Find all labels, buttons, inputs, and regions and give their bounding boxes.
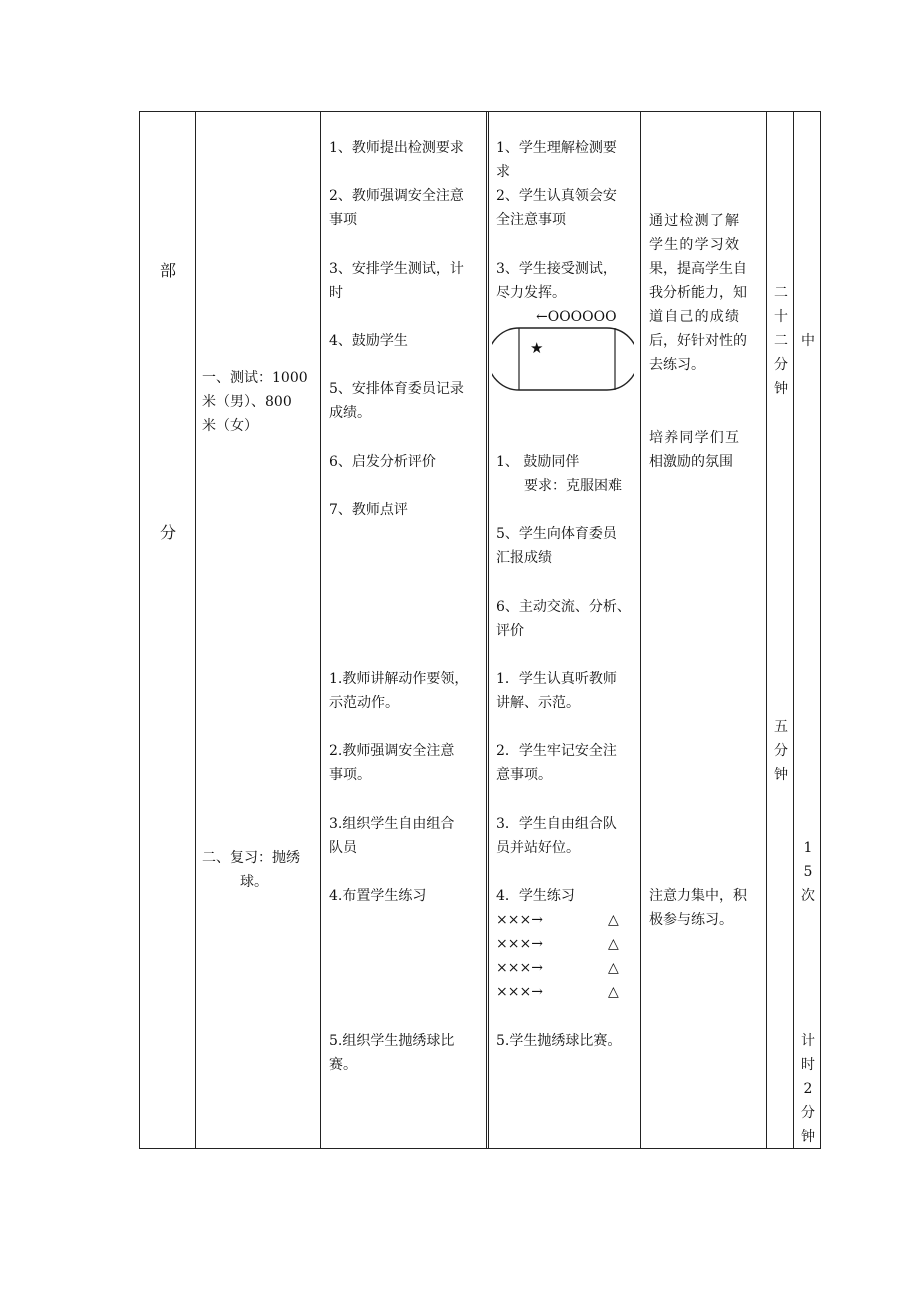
item1-teacher-line: 6、启发分析评价 xyxy=(329,454,436,470)
column-divider xyxy=(793,112,794,1148)
item1-teacher-line: 3、安排学生测试，计 xyxy=(329,261,464,277)
item2-timing-char: 钟 xyxy=(801,1129,815,1145)
item1-student-line: 3、学生接受测试， xyxy=(496,261,617,277)
item2-student-line: 讲解、示范。 xyxy=(496,695,580,711)
item2-student-line: 5.学生抛绣球比赛。 xyxy=(496,1033,622,1049)
item1-purpose-line: 后，好针对性的 xyxy=(649,333,747,349)
item1-student-line: 2、学生认真领会安 xyxy=(496,188,617,204)
item2-timing-char: 时 xyxy=(801,1057,815,1073)
formation-row: ×××→ xyxy=(496,912,543,928)
item2-student-line: 1．学生认真听教师 xyxy=(496,671,617,687)
item1-title-line: 一、测试：1000 xyxy=(202,370,308,386)
item1-purpose-line: 去练习。 xyxy=(649,357,705,373)
item2-student-line: 2．学生牢记安全注 xyxy=(496,743,617,759)
target-marker-icon: △ xyxy=(608,960,619,976)
item1-student-line: 1、 鼓励同伴 xyxy=(496,454,580,470)
item2-reps-char: 次 xyxy=(801,888,815,904)
item2-purpose-line: 注意力集中，积 xyxy=(649,888,747,904)
item1-student-line: 全注意事项 xyxy=(496,212,566,228)
item2-teacher-line: 3.组织学生自由组合 xyxy=(329,816,455,832)
item1-teacher-line: 4、鼓励学生 xyxy=(329,333,408,349)
item2-student-line: 3．学生自由组合队 xyxy=(496,816,617,832)
column-divider xyxy=(486,112,489,1148)
item1-time-char: 十 xyxy=(774,309,788,325)
item2-student-line: 员并站好位。 xyxy=(496,840,580,856)
item1-purpose-line: 培养同学们互 xyxy=(649,430,741,446)
running-track-diagram xyxy=(492,326,634,392)
item2-time-char: 五 xyxy=(774,719,788,735)
item2-teacher-line: 2.教师强调安全注意 xyxy=(329,743,455,759)
item1-teacher-line: 5、安排体育委员记录 xyxy=(329,381,464,397)
item1-student-line: 6、主动交流、分析、 xyxy=(496,599,631,615)
item2-timing-char: 计 xyxy=(801,1033,815,1049)
item2-title-line: 二、复习：抛绣 xyxy=(202,850,300,866)
item1-title-line: 米（男）、800 xyxy=(202,394,292,410)
item1-time-char: 二 xyxy=(774,333,788,349)
target-marker-icon: △ xyxy=(608,912,619,928)
track-oval xyxy=(492,328,634,390)
item2-time-char: 钟 xyxy=(774,767,788,783)
item1-purpose-line: 学生的学习效 xyxy=(649,237,741,253)
item2-timing-char: 2 xyxy=(803,1081,813,1097)
column-divider xyxy=(766,112,767,1148)
star-icon: ★ xyxy=(530,339,544,357)
item2-teacher-line: 5.组织学生抛绣球比 xyxy=(329,1033,455,1049)
item2-teacher-line: 1.教师讲解动作要领， xyxy=(329,671,469,687)
item1-purpose-line: 我分析能力，知 xyxy=(649,285,747,301)
item1-teacher-line: 1、教师提出检测要求 xyxy=(329,140,464,156)
section-label-bottom: 分 xyxy=(160,523,177,542)
item2-title-line: 球。 xyxy=(240,874,268,890)
target-marker-icon: △ xyxy=(608,984,619,1000)
target-marker-icon: △ xyxy=(608,936,619,952)
item1-time-char: 二 xyxy=(774,285,788,301)
item1-student-line: 1、学生理解检测要 xyxy=(496,140,617,156)
item2-reps-char: 1 xyxy=(803,840,813,856)
item1-time-char: 钟 xyxy=(774,381,788,397)
item1-student-line: 评价 xyxy=(496,623,524,639)
item1-purpose-line: 道自己的成绩 xyxy=(649,309,741,325)
item2-reps-char: 5 xyxy=(803,864,813,880)
item2-teacher-line: 队员 xyxy=(329,840,357,856)
item1-student-line: 5、学生向体育委员 xyxy=(496,526,617,542)
item1-teacher-line: 7、教师点评 xyxy=(329,502,408,518)
item1-student-line: 求 xyxy=(496,164,510,180)
runner-queue-label: ←OOOOOO xyxy=(536,309,617,325)
item1-title-line: 米（女） xyxy=(202,418,258,434)
formation-row: ×××→ xyxy=(496,936,543,952)
item1-student-line: 尽力发挥。 xyxy=(496,285,566,301)
item1-purpose-line: 相激励的氛围 xyxy=(649,454,733,470)
item2-teacher-line: 4.布置学生练习 xyxy=(329,888,427,904)
item1-student-line: 汇报成绩 xyxy=(496,550,552,566)
item2-teacher-line: 赛。 xyxy=(329,1057,357,1073)
item1-teacher-line: 事项 xyxy=(329,212,357,228)
item2-timing-char: 分 xyxy=(801,1105,815,1121)
item2-purpose-line: 极参与练习。 xyxy=(649,912,733,928)
item1-teacher-line: 成绩。 xyxy=(329,405,371,421)
item1-intensity: 中 xyxy=(801,333,815,349)
item1-purpose-line: 果，提高学生自 xyxy=(649,261,747,277)
formation-row: ×××→ xyxy=(496,984,543,1000)
item1-student-line: 要求：克服困难 xyxy=(524,478,622,494)
item2-student-line: 4．学生练习 xyxy=(496,888,575,904)
column-divider xyxy=(320,112,321,1148)
formation-row: ×××→ xyxy=(496,960,543,976)
column-divider xyxy=(640,112,641,1148)
item1-teacher-line: 时 xyxy=(329,285,343,301)
item1-purpose-line: 通过检测了解 xyxy=(649,213,741,229)
item2-time-char: 分 xyxy=(774,743,788,759)
item2-teacher-line: 示范动作。 xyxy=(329,695,399,711)
item1-time-char: 分 xyxy=(774,357,788,373)
column-divider xyxy=(195,112,196,1148)
section-label-top: 部 xyxy=(160,261,177,280)
item2-teacher-line: 事项。 xyxy=(329,767,371,783)
item2-student-line: 意事项。 xyxy=(496,767,552,783)
item1-teacher-line: 2、教师强调安全注意 xyxy=(329,188,464,204)
